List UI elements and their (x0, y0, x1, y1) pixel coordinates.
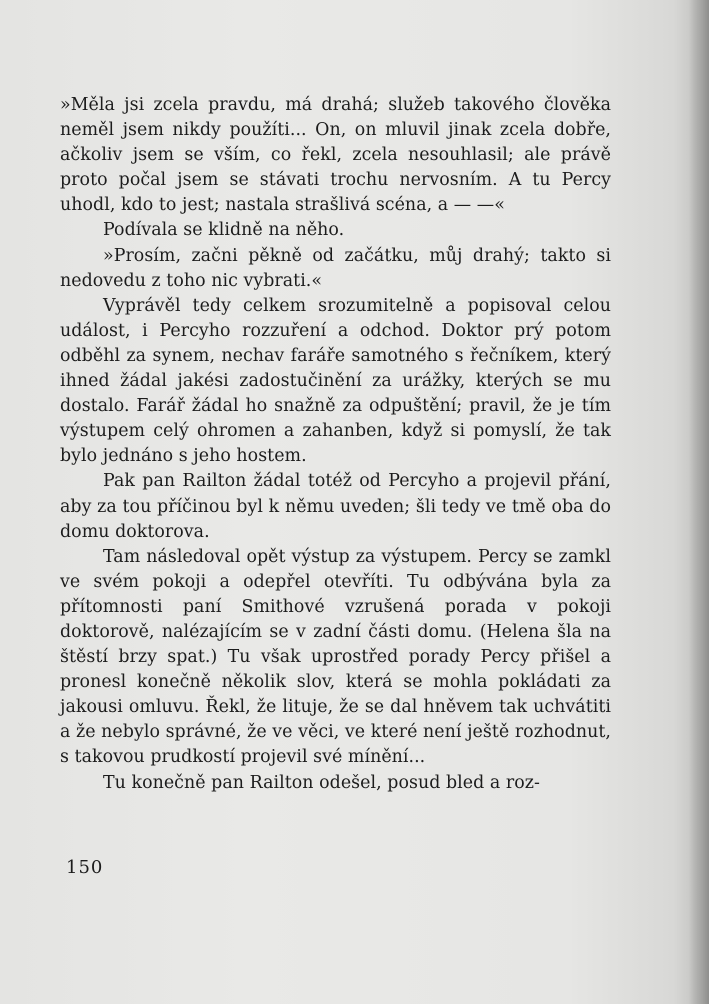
page-number: 150 (66, 857, 104, 878)
paragraph-6: Tam následoval opět výstup za výstupem. Percy se zamkl ve svém pokoji a odepřel otevříti. Tu odbývána byla za přítomnosti paní Smithové vzrušená porada v pokoji doktorově, nalézajícím se v zadní části domu. (Helena šla na štěstí brzy spat.) Tu však uprostřed porady Percy přišel a pronesl konečně několik slov, která se mohla pokládati za jakousi omluvu. Řekl, že lituje, že se dal hněvem tak uchvátiti a že nebylo správné, že ve věci, ve které není ještě rozhodnut, s takovou prudkostí projevil své mínění... (60, 546, 611, 768)
paragraph-7: Tu konečně pan Railton odešel, posud bled a roz- (103, 772, 540, 793)
paragraph-3: »Prosím, začni pěkně od začátku, můj drahý; takto si nedovedu z toho nic vybrati.« (60, 245, 611, 291)
paragraph-5: Pak pan Railton žádal totéž od Percyho a projevil přání, aby za tou příčinou byl k němu uveden; šli tedy ve tmě oba do domu doktorova. (60, 471, 611, 542)
paragraph-2: Podívala se klidně na něho. (103, 220, 345, 241)
paragraph-1: »Měla jsi zcela pravdu, má drahá; služeb takového člověka neměl jsem nikdy použíti... On, on mluvil jinak zcela dobře, ačkoliv jsem se vším, co řekl, zcela nesouhlasil; ale právě proto počal jsem se stávati trochu nervosním. A tu Percy uhodl, kdo to jest; nastala strašlivá scéna, a — —« (60, 95, 611, 216)
paragraph-4: Vyprávěl tedy celkem srozumitelně a popisoval celou událost, i Percyho rozzuření a odchod. Doktor prý potom odběhl za synem, nechav faráře samotného s řečníkem, který ihned žádal jakési zadostučinění za urážky, kterých se mu dostalo. Farář žádal ho snažně za odpuštění; pravil, že je tím výstupem celý ohromen a zahanben, když si pomyslí, že tak bylo jednáno s jeho hostem. (60, 295, 611, 467)
body-text (60, 93, 611, 796)
page-gutter-shadow (689, 0, 709, 1004)
